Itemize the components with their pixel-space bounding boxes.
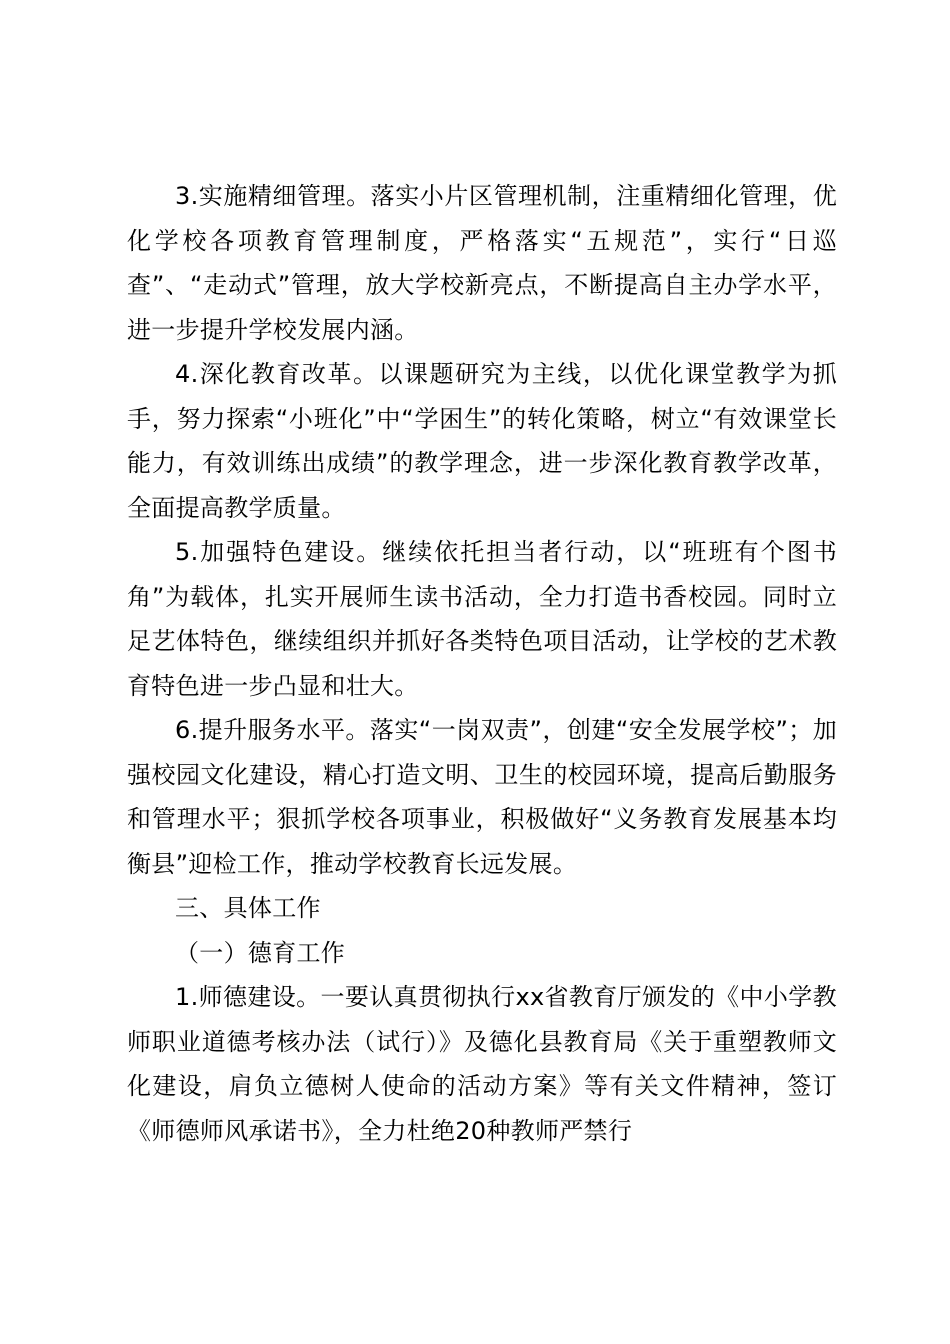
document-body <box>127 174 837 1153</box>
paragraph-education-reform: 4.深化教育改革。以课题研究为主线，以优化课堂教学为抓手，努力探索“小班化”中“学困生”的转化策略，树立“有效课堂长能力，有效训练出成绩”的教学理念，进一步深化教育教学改革，全面提高教学质量。 <box>127 360 837 522</box>
paragraph-teacher-ethics: 1.师德建设。一要认真贯彻执行xx省教育厅颁发的《中小学教师职业道德考核办法（试行）》及德化县教育局《关于重塑教师文化建设，肩负立德树人使命的活动方案》等有关文件精神，签订《师德师风承诺书》，全力杜绝20种教师严禁行 <box>127 983 837 1145</box>
paragraph-feature-construction: 5.加强特色建设。继续依托担当者行动，以“班班有个图书角”为载体，扎实开展师生读书活动，全力打造书香校园。同时立足艺体特色，继续组织并抓好各类特色项目活动，让学校的艺术教育特色进一步凸显和壮大。 <box>127 538 837 700</box>
subsection-heading-moral-education: （一）德育工作 <box>175 938 346 967</box>
paragraph-service-level: 6.提升服务水平。落实“一岗双责”，创建“安全发展学校”；加强校园文化建设，精心打造文明、卫生的校园环境，提高后勤服务和管理水平；狠抓学校各项事业，积极做好“义务教育发展基本均衡县”迎检工作，推动学校教育长远发展。 <box>127 716 837 878</box>
paragraph-refined-management: 3.实施精细管理。落实小片区管理机制，注重精细化管理，优化学校各项教育管理制度，严格落实“五规范”，实行“日巡查”、“走动式”管理，放大学校新亮点，不断提高自主办学水平，进一步提升学校发展内涵。 <box>127 182 837 344</box>
section-heading-specific-work: 三、具体工作 <box>175 894 321 922</box>
